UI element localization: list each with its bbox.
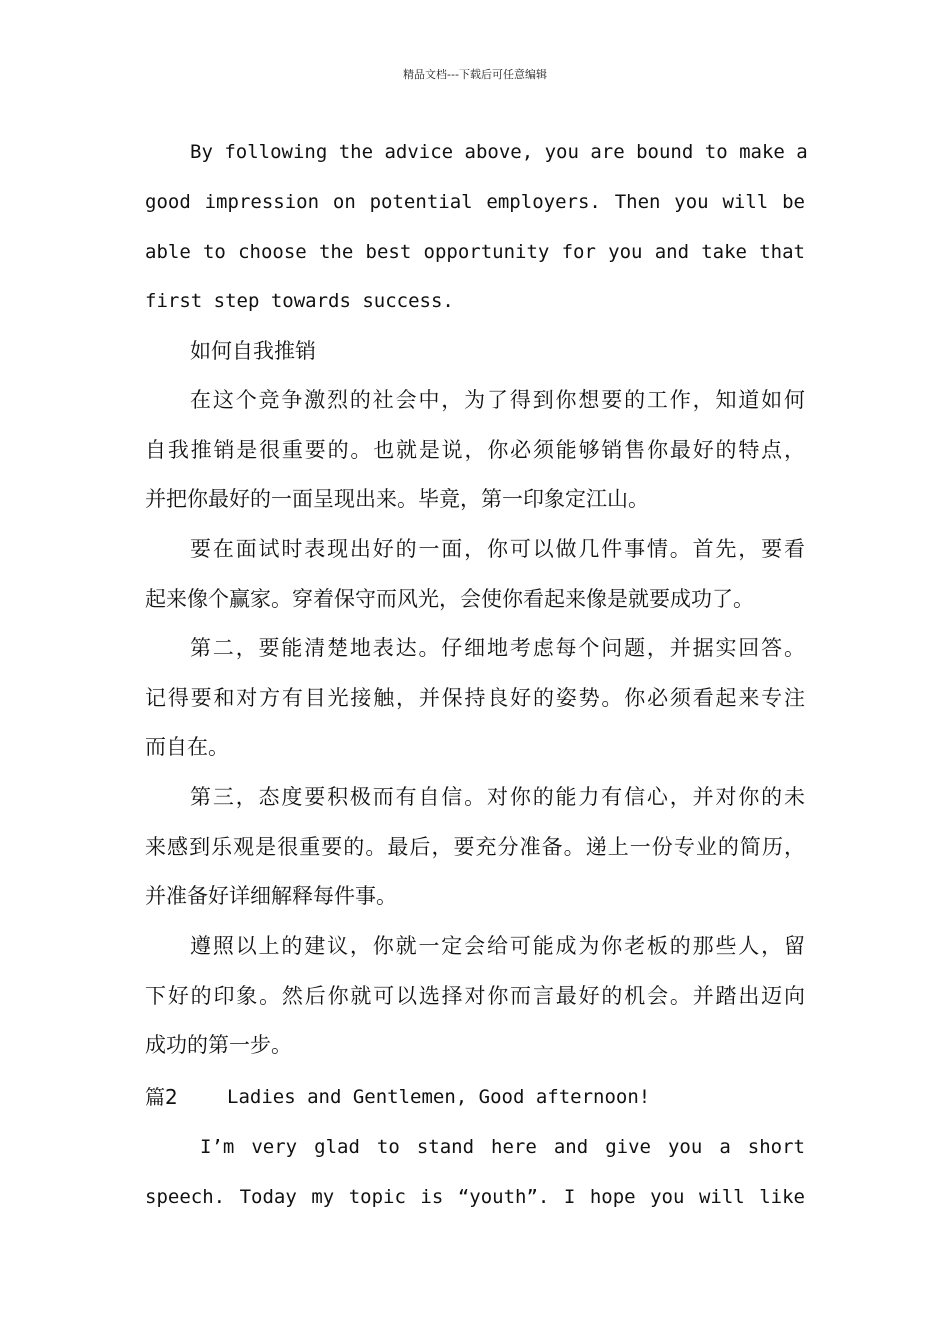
chinese-paragraph-1-line-1: 在这个竞争激烈的社会中，为了得到你想要的工作，知道如何 [190, 388, 805, 412]
chinese-title: 如何自我推销 [190, 339, 316, 363]
english-paragraph-line-4: first step towards success. [145, 290, 454, 312]
chinese-paragraph-3-line-2: 记得要和对方有目光接触，并保持良好的姿势。你必须看起来专注 [145, 686, 805, 710]
chinese-paragraph-5-line-1: 遵照以上的建议，你就一定会给可能成为你老板的那些人，留 [190, 934, 805, 958]
section-number: 篇2 [145, 1085, 178, 1109]
english-paragraph-line-3: able to choose the best opportunity for you and take that [145, 241, 805, 263]
chinese-paragraph-2-line-2: 起来像个赢家。穿着保守而风光，会使你看起来像是就要成功了。 [145, 587, 754, 611]
chinese-paragraph-5-line-2: 下好的印象。然后你就可以选择对你而言最好的机会。并踏出迈向 [145, 984, 805, 1008]
chinese-paragraph-2-line-1: 要在面试时表现出好的一面，你可以做几件事情。首先，要看 [190, 537, 805, 561]
chinese-paragraph-4-line-3: 并准备好详细解释每件事。 [145, 884, 397, 908]
section-2-line-1: I’m very glad to stand here and give you a short [200, 1136, 805, 1158]
english-paragraph-line-1: By following the advice above, you are bound to make a [190, 141, 808, 163]
section-2-heading [145, 1084, 805, 1112]
section-heading-text: Ladies and Gentlemen, Good afternoon! [227, 1086, 651, 1108]
chinese-paragraph-1-line-3: 并把你最好的一面呈现出来。毕竟，第一印象定江山。 [145, 487, 649, 511]
chinese-paragraph-1-line-2: 自我推销是很重要的。也就是说，你必须能够销售你最好的特点， [145, 438, 805, 462]
chinese-paragraph-5-line-3: 成功的第一步。 [145, 1033, 292, 1057]
chinese-paragraph-4-line-1: 第三，态度要积极而有自信。对你的能力有信心，并对你的未 [190, 785, 805, 809]
chinese-paragraph-3-line-1: 第二，要能清楚地表达。仔细地考虑每个问题，并据实回答。 [190, 636, 805, 660]
section-2-line-2: speech. Today my topic is “youth”. I hope you will like [145, 1186, 805, 1208]
page-header: 精品文档---下载后可任意编辑 [403, 68, 547, 81]
chinese-paragraph-4-line-2: 来感到乐观是很重要的。最后，要充分准备。递上一份专业的简历， [145, 835, 805, 859]
english-paragraph-line-2: good impression on potential employers. Then you will be [145, 191, 805, 213]
chinese-paragraph-3-line-3: 而自在。 [145, 735, 229, 759]
